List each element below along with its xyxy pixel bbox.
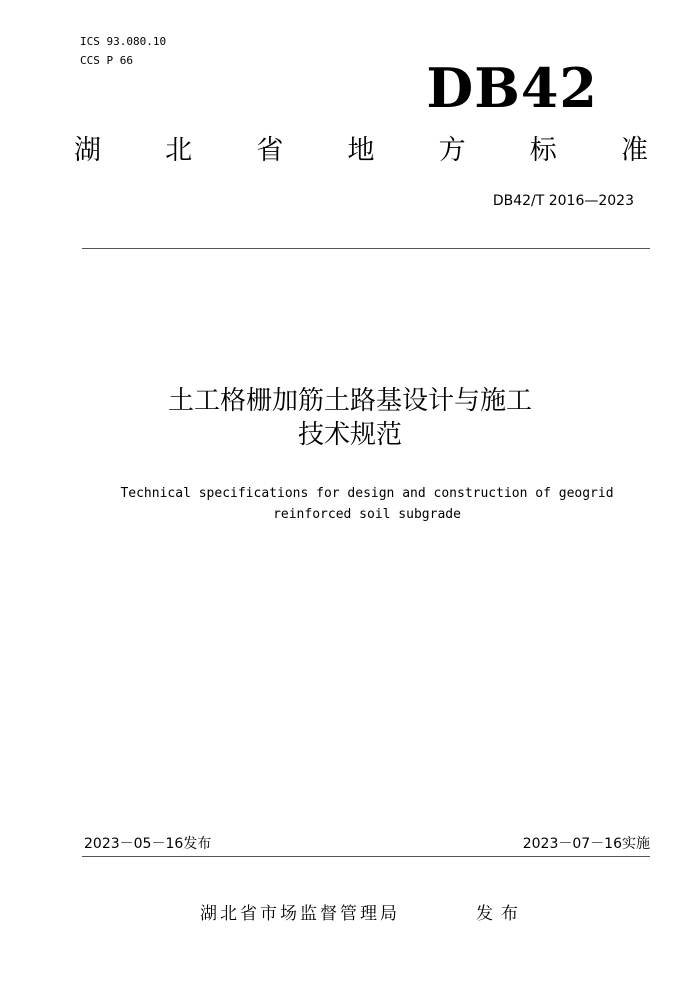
issue-date: 2023－05－16发布	[84, 836, 212, 852]
bottom-divider	[82, 856, 650, 857]
standard-number: DB42/T 2016—2023	[492, 193, 634, 209]
standard-type-char: 标	[529, 135, 557, 166]
ics-code: ICS 93.080.10	[80, 35, 167, 48]
standard-type-char: 方	[438, 135, 466, 166]
chinese-title-line-2: 技术规范	[297, 420, 402, 450]
chinese-title-line-1: 土工格栅加筋土路基设计与施工	[167, 386, 532, 416]
english-title-line-1: Technical specifications for design and construction of geogrid	[120, 486, 614, 501]
chinese-title	[0, 384, 700, 452]
standard-type-char: 北	[165, 135, 193, 166]
english-title-line-2: reinforced soil subgrade	[273, 507, 461, 522]
standard-type-char: 省	[256, 135, 284, 166]
ccs-code: CCS P 66	[80, 54, 133, 67]
standard-type-char: 地	[347, 135, 375, 166]
standard-type-char: 准	[620, 135, 648, 166]
top-divider	[82, 248, 650, 249]
implementation-date: 2023－07－16实施	[522, 836, 650, 852]
standard-code-logo: DB42	[426, 56, 598, 120]
standard-type-heading	[74, 133, 648, 169]
publisher-name: 湖北省市场监督管理局	[200, 904, 400, 924]
standard-type-char: 湖	[74, 135, 101, 166]
english-title	[0, 483, 700, 525]
publish-label: 发布	[476, 904, 526, 924]
